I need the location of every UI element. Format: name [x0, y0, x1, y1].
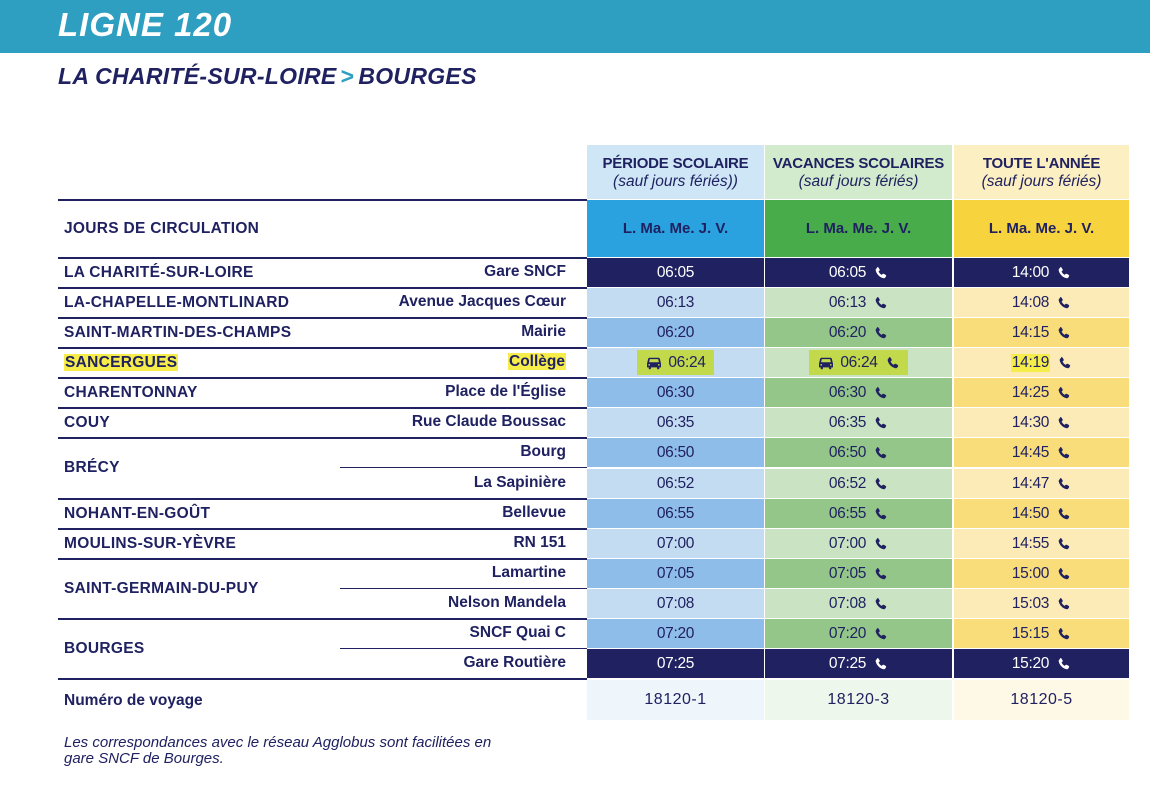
- time-cell: [954, 348, 1129, 377]
- cell-separator: [587, 498, 1130, 499]
- time-cell: [954, 408, 1129, 437]
- phone-booking-icon: [874, 477, 888, 491]
- town-label: [64, 640, 144, 658]
- time-cell: [765, 408, 952, 437]
- time-cell: [954, 318, 1129, 347]
- days-of-operation-3: L. Ma. Me. J. V.: [954, 200, 1129, 257]
- time-cell: [954, 469, 1129, 498]
- departure-time: 07:08: [828, 594, 867, 612]
- time-cell: [765, 348, 952, 377]
- departure-time: 15:20: [1011, 654, 1050, 672]
- departure-time: 07:08: [656, 594, 695, 612]
- cell-separator: [587, 317, 1130, 318]
- row-rule: [58, 618, 587, 620]
- cell-separator: [587, 257, 1130, 258]
- route-title: [58, 63, 477, 90]
- town-label: [64, 354, 178, 372]
- town-label: [64, 264, 254, 282]
- days-of-operation-1: L. Ma. Me. J. V.: [587, 200, 764, 257]
- stop-name: [513, 534, 566, 552]
- phone-booking-icon: [1057, 537, 1071, 551]
- time-cell: [587, 589, 764, 618]
- departure-time: 06:52: [656, 474, 695, 492]
- time-cell: [765, 469, 952, 498]
- time-cell: [765, 649, 952, 678]
- stop-label: La Sapinière: [473, 474, 566, 491]
- time-cell: [587, 499, 764, 528]
- stop-label: Rue Claude Boussac: [411, 413, 566, 430]
- departure-time: 06:24: [668, 353, 706, 371]
- phone-booking-icon: [874, 657, 888, 671]
- time-cell: [954, 288, 1129, 317]
- time-cell: [765, 529, 952, 558]
- town-label: [64, 414, 110, 432]
- time-cell: [954, 258, 1129, 287]
- stop-label: Place de l'Église: [445, 383, 566, 400]
- phone-booking-icon: [874, 537, 888, 551]
- days-of-operation-2: L. Ma. Me. J. V.: [765, 200, 952, 257]
- row-rule: [58, 678, 587, 680]
- phone-booking-icon: [1057, 416, 1071, 430]
- phone-booking-icon: [1057, 567, 1071, 581]
- stop-label: Avenue Jacques Cœur: [398, 293, 566, 310]
- stop-label: Gare Routière: [463, 654, 566, 671]
- route-to: BOURGES: [358, 63, 477, 89]
- phone-booking-icon: [874, 296, 888, 310]
- jours-circulation-label: JOURS DE CIRCULATION: [64, 220, 260, 237]
- route-arrow-icon: >: [340, 63, 355, 89]
- departure-time: 07:25: [656, 654, 695, 672]
- stop-label: SNCF Quai C: [469, 624, 566, 641]
- town-label: [64, 505, 210, 523]
- taxi-stop-pill: [809, 350, 907, 375]
- stop-name: [520, 443, 566, 461]
- stop-label: Nelson Mandela: [448, 594, 566, 611]
- departure-time: 14:55: [1011, 534, 1050, 552]
- departure-time: 15:00: [1011, 564, 1050, 582]
- row-rule: [58, 347, 587, 349]
- departure-time: 07:05: [828, 564, 867, 582]
- departure-time: 06:24: [840, 353, 878, 371]
- stop-name: [412, 413, 566, 431]
- departure-time: 07:00: [656, 534, 695, 552]
- time-cell: [954, 559, 1129, 588]
- row-rule: [58, 558, 587, 560]
- sub-row-rule: [340, 467, 587, 468]
- row-rule: [58, 317, 587, 319]
- row-rule: [58, 437, 587, 439]
- stop-label: Lamartine: [491, 564, 566, 581]
- row-rule: [58, 287, 587, 289]
- bus-icon: [818, 356, 834, 370]
- time-cell: [587, 288, 764, 317]
- voyage-number-2: 18120-3: [765, 680, 952, 720]
- sub-row-rule: [340, 648, 587, 649]
- departure-time: 06:13: [828, 293, 867, 311]
- column-title: VACANCES SCOLAIRES: [772, 155, 945, 172]
- town-name: COUY: [64, 413, 110, 431]
- time-cell: [954, 378, 1129, 407]
- row-rule: [58, 377, 587, 379]
- phone-booking-icon: [874, 266, 888, 280]
- departure-time: 06:50: [656, 443, 695, 461]
- time-cell: [765, 288, 952, 317]
- phone-booking-icon: [1057, 477, 1071, 491]
- cell-separator: [587, 347, 1130, 348]
- cell-separator: [587, 528, 1130, 529]
- phone-booking-icon: [874, 326, 888, 340]
- sub-row-rule: [340, 588, 587, 589]
- town-name: SAINT-GERMAIN-DU-PUY: [64, 579, 259, 597]
- departure-time: 06:05: [828, 263, 867, 281]
- bus-icon: [646, 356, 662, 370]
- town-name: CHARENTONNAY: [64, 383, 198, 401]
- phone-booking-icon: [1057, 446, 1071, 460]
- phone-booking-icon: [874, 567, 888, 581]
- time-cell: [765, 559, 952, 588]
- departure-time: 06:05: [656, 263, 695, 281]
- departure-time: 14:30: [1011, 413, 1050, 431]
- phone-booking-icon: [1057, 657, 1071, 671]
- column-header-2: [765, 145, 952, 199]
- stop-name: [399, 293, 566, 311]
- departure-time: 15:15: [1011, 624, 1050, 642]
- departure-time: 06:50: [828, 443, 867, 461]
- phone-booking-icon: [874, 446, 888, 460]
- departure-time: 07:00: [828, 534, 867, 552]
- time-cell: [587, 649, 764, 678]
- cell-separator: [587, 377, 1130, 378]
- column-separator: [953, 145, 954, 680]
- town-name: NOHANT-EN-GOÛT: [64, 504, 211, 522]
- cell-separator: [587, 437, 1130, 438]
- phone-booking-icon: [1057, 296, 1071, 310]
- time-cell: [587, 408, 764, 437]
- phone-booking-icon: [1057, 627, 1071, 641]
- phone-booking-icon: [1057, 326, 1071, 340]
- departure-time: 06:55: [828, 504, 867, 522]
- cell-separator: [587, 558, 1130, 559]
- column-subtitle: (sauf jours fériés): [798, 173, 919, 190]
- departure-time: 07:20: [656, 624, 695, 642]
- departure-time: 06:20: [656, 323, 695, 341]
- town-name: BRÉCY: [64, 459, 120, 476]
- departure-time: 06:20: [828, 323, 867, 341]
- town-label: [64, 324, 291, 342]
- time-cell: [954, 529, 1129, 558]
- cell-separator: [587, 468, 1130, 469]
- stop-label: Gare SNCF: [484, 263, 566, 280]
- departure-time: 14:25: [1011, 383, 1050, 401]
- cell-separator: [587, 588, 1130, 589]
- stop-name: [508, 353, 566, 371]
- phone-booking-icon: [1057, 266, 1071, 280]
- time-cell: [587, 559, 764, 588]
- phone-booking-icon: [874, 386, 888, 400]
- departure-time: 14:45: [1011, 443, 1050, 461]
- cell-separator: [587, 648, 1130, 649]
- stop-name: [445, 383, 566, 401]
- line-title: LIGNE 120: [58, 6, 233, 43]
- town-label: [64, 294, 289, 312]
- row-rule: [58, 498, 587, 500]
- column-subtitle: (sauf jours fériés): [981, 173, 1102, 190]
- phone-booking-icon: [1057, 597, 1071, 611]
- taxi-stop-pill: [637, 350, 713, 375]
- row-rule: [58, 257, 587, 259]
- connection-note: Les correspondances avec le réseau Agglobus sont facilitées en gare SNCF de Bourges.: [64, 734, 492, 767]
- row-rule: [58, 407, 587, 409]
- town-name: LA CHARITÉ-SUR-LOIRE: [64, 263, 254, 281]
- phone-booking-icon: [874, 507, 888, 521]
- stop-label: Collège: [509, 353, 565, 370]
- phone-booking-icon: [886, 356, 900, 370]
- time-cell: [954, 438, 1129, 467]
- time-cell: [587, 258, 764, 287]
- town-name: BOURGES: [64, 639, 145, 657]
- voyage-number-label: Numéro de voyage: [64, 692, 203, 709]
- time-cell: [765, 318, 952, 347]
- departure-time: 06:35: [828, 413, 867, 431]
- time-cell: [954, 649, 1129, 678]
- cell-separator: [587, 407, 1130, 408]
- time-cell: [765, 258, 952, 287]
- departure-time: 14:50: [1011, 504, 1050, 522]
- time-cell: [587, 469, 764, 498]
- time-cell: [954, 619, 1129, 648]
- time-cell: [587, 438, 764, 467]
- voyage-number-1: 18120-1: [587, 680, 764, 720]
- cell-separator: [587, 618, 1130, 619]
- voyage-number-3: 18120-5: [954, 680, 1129, 720]
- departure-time: 06:52: [828, 474, 867, 492]
- column-title: PÉRIODE SCOLAIRE: [602, 155, 749, 172]
- time-cell: [587, 529, 764, 558]
- town-name: LA-CHAPELLE-MONTLINARD: [64, 293, 290, 311]
- phone-booking-icon: [874, 627, 888, 641]
- column-header-3: [954, 145, 1129, 199]
- town-label: [64, 384, 198, 402]
- town-name: MOULINS-SUR-YÈVRE: [64, 534, 237, 552]
- departure-time: 06:13: [656, 293, 695, 311]
- stop-name: [470, 624, 566, 642]
- phone-booking-icon: [1057, 507, 1071, 521]
- departure-time: 07:25: [828, 654, 867, 672]
- cell-separator: [587, 287, 1130, 288]
- departure-time: 06:30: [656, 383, 695, 401]
- departure-time: 14:19: [1011, 353, 1050, 371]
- stop-name: [492, 564, 566, 582]
- time-cell: [954, 499, 1129, 528]
- column-title: TOUTE L'ANNÉE: [982, 155, 1101, 172]
- stop-label: Bellevue: [502, 504, 566, 521]
- stop-name: [448, 594, 566, 612]
- departure-time: 07:20: [828, 624, 867, 642]
- departure-time: 06:55: [656, 504, 695, 522]
- time-cell: [765, 378, 952, 407]
- time-cell: [587, 378, 764, 407]
- stop-name: [474, 474, 566, 492]
- column-header-1: [587, 145, 764, 199]
- stop-label: Mairie: [521, 323, 566, 340]
- time-cell: [587, 619, 764, 648]
- table-top-rule: [58, 199, 587, 201]
- stop-name: [463, 654, 566, 672]
- column-separator: [764, 145, 765, 680]
- phone-booking-icon: [874, 597, 888, 611]
- phone-booking-icon: [1058, 356, 1072, 370]
- departure-time: 15:03: [1011, 594, 1050, 612]
- departure-time: 14:08: [1011, 293, 1050, 311]
- departure-time: 06:30: [828, 383, 867, 401]
- stop-name: [502, 504, 566, 522]
- time-cell: [587, 318, 764, 347]
- town-label: [64, 535, 236, 553]
- column-subtitle: (sauf jours fériés)): [613, 173, 738, 190]
- phone-booking-icon: [874, 416, 888, 430]
- town-name: SANCERGUES: [65, 353, 178, 371]
- route-from: LA CHARITÉ-SUR-LOIRE: [58, 63, 337, 89]
- departure-time: 14:47: [1011, 474, 1050, 492]
- departure-time: 07:05: [656, 564, 695, 582]
- time-cell: [765, 499, 952, 528]
- row-rule: [58, 528, 587, 530]
- town-label: [64, 580, 259, 598]
- time-cell: [954, 589, 1129, 618]
- stop-label: RN 151: [513, 534, 566, 551]
- town-name: SAINT-MARTIN-DES-CHAMPS: [64, 323, 292, 341]
- departure-time: 14:15: [1011, 323, 1050, 341]
- time-cell: [765, 619, 952, 648]
- departure-time: 14:00: [1011, 263, 1050, 281]
- line-banner: [0, 0, 1150, 53]
- stop-label: Bourg: [520, 443, 566, 460]
- town-label: [64, 459, 120, 477]
- stop-name: [484, 263, 566, 281]
- time-cell: [765, 438, 952, 467]
- phone-booking-icon: [1057, 386, 1071, 400]
- time-cell: [587, 348, 764, 377]
- time-cell: [765, 589, 952, 618]
- departure-time: 06:35: [656, 413, 695, 431]
- stop-name: [521, 323, 566, 341]
